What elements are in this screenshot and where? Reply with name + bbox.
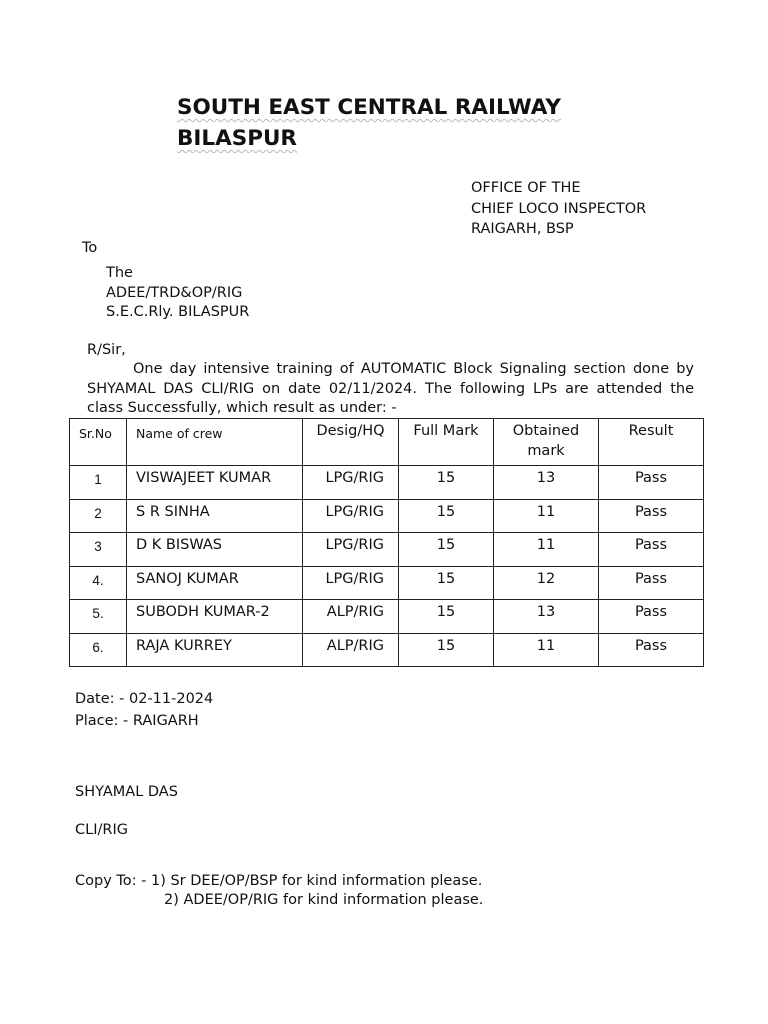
addressee-block [106,264,249,323]
header-result: Result [599,419,704,466]
copy-to-line-2: 2) ADEE/OP/RIG for kind information please. [164,891,484,908]
cell-name: D K BISWAS [127,533,303,567]
cell-obtained-mark: 13 [494,600,599,634]
addressee-line-2: ADEE/TRD&OP/RIG [106,284,243,301]
copy-to-line-1: Copy To: - 1) Sr DEE/OP/BSP for kind information please. [75,873,483,889]
office-block [471,178,646,240]
table-row [70,566,704,600]
cell-name: VISWAJEET KUMAR [127,466,303,500]
table-row [70,600,704,634]
cell-full-mark: 15 [399,600,494,634]
table-row [70,633,704,667]
cell-desig: LPG/RIG [303,566,399,600]
header-srno: Sr.No [70,419,127,466]
cell-name: SUBODH KUMAR-2 [127,600,303,634]
table-row [70,466,704,500]
cell-result: Pass [599,499,704,533]
addressee-line-3: S.E.C.Rly. BILASPUR [106,304,250,320]
to-label: To [82,240,98,256]
cell-desig: ALP/RIG [303,600,399,634]
cell-srno: 3 [70,533,127,567]
signatory-name: SHYAMAL DAS [75,784,178,800]
results-table [69,418,704,667]
place-line: Place: - RAIGARH [75,712,199,729]
cell-desig: ALP/RIG [303,633,399,667]
date-line: Date: - 02-11-2024 [75,691,214,707]
cell-obtained-mark: 13 [494,466,599,500]
cell-srno: 2 [70,499,127,533]
cell-srno: 4. [70,566,127,600]
cell-srno: 5. [70,600,127,634]
copy-to-block [75,872,483,909]
table-row [70,533,704,567]
cell-result: Pass [599,633,704,667]
date-place-block [75,689,213,732]
cell-result: Pass [599,566,704,600]
cell-desig: LPG/RIG [303,466,399,500]
cell-full-mark: 15 [399,533,494,567]
letter-heading [177,92,561,154]
header-full-mark: Full Mark [399,419,494,466]
heading-line-2: BILASPUR [177,126,297,151]
cell-full-mark: 15 [399,466,494,500]
cell-name: SANOJ KUMAR [127,566,303,600]
addressee-line-1: The [106,265,133,281]
cell-result: Pass [599,466,704,500]
cell-obtained-mark: 11 [494,499,599,533]
cell-full-mark: 15 [399,566,494,600]
cell-desig: LPG/RIG [303,533,399,567]
header-name: Name of crew [127,419,303,466]
cell-name: RAJA KURREY [127,633,303,667]
cell-srno: 1 [70,466,127,500]
cell-full-mark: 15 [399,499,494,533]
cell-desig: LPG/RIG [303,499,399,533]
cell-result: Pass [599,600,704,634]
cell-full-mark: 15 [399,633,494,667]
cell-name: S R SINHA [127,499,303,533]
office-line-1: OFFICE OF THE [471,180,581,196]
office-line-2: CHIEF LOCO INSPECTOR [471,200,647,217]
table-header-row [70,419,704,466]
signatory-designation: CLI/RIG [75,822,128,838]
cell-obtained-mark: 12 [494,566,599,600]
cell-obtained-mark: 11 [494,633,599,667]
heading-line-1: SOUTH EAST CENTRAL RAILWAY [177,95,561,120]
header-desig: Desig/HQ [303,419,399,466]
body-paragraph [87,360,694,419]
body-text: One day intensive training of AUTOMATIC Block Signaling section done by SHYAMAL DAS CLI/RIG on date 02/11/2024. The following LPs are attended the class Successfully, which result as under: - [87,361,694,416]
cell-obtained-mark: 11 [494,533,599,567]
office-line-3: RAIGARH, BSP [471,221,574,237]
salutation: R/Sir, [87,342,126,358]
header-obtained-mark: Obtained mark [494,419,599,466]
table-row [70,499,704,533]
cell-result: Pass [599,533,704,567]
cell-srno: 6. [70,633,127,667]
